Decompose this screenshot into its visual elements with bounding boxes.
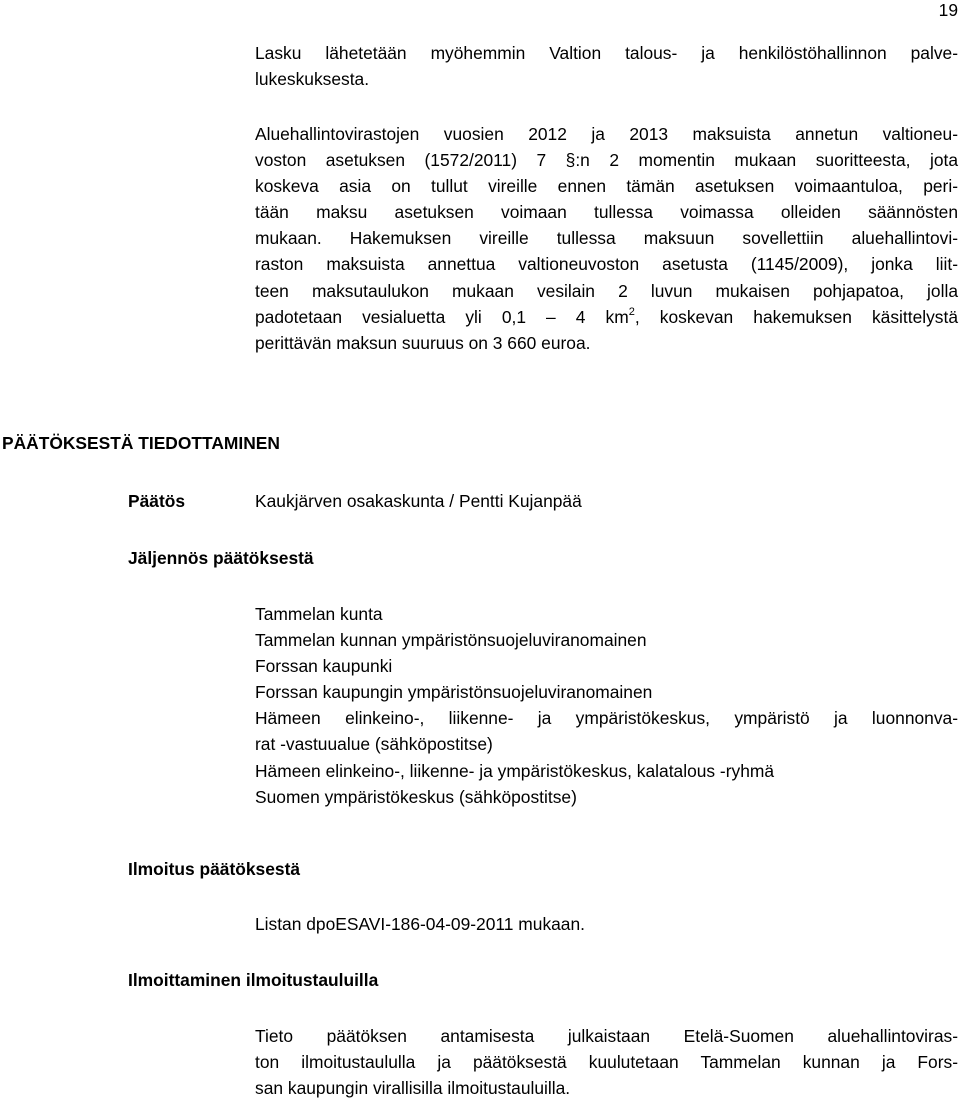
text-before-superscript: padotetaan vesialuetta yli 0,1 – 4 km	[255, 306, 629, 327]
paragraph-line: ton ilmoitustaululla ja päätöksestä kuulutetaan Tammelan kunnan ja Fors-	[255, 1052, 958, 1073]
paragraph-fees	[255, 121, 958, 356]
recipient-item: Tammelan kunta	[255, 604, 383, 624]
paragraph-line-with-superscript	[255, 304, 958, 330]
notice-text: Listan dpoESAVI-186-04-09-2011 mukaan.	[255, 914, 585, 934]
decision-value: Kaukjärven osakaskunta / Pentti Kujanpää	[255, 491, 582, 511]
recipient-item: Hämeen elinkeino-, liikenne- ja ympäristökeskus, kalatalous -ryhmä	[255, 760, 775, 781]
recipient-item: Suomen ympäristökeskus (sähköpostitse)	[255, 786, 577, 807]
paragraph-line: voston asetuksen (1572/2011) 7 §:n 2 momentin mukaan suoritteesta, jota	[255, 150, 958, 171]
paragraph-line: perittävän maksun suuruus on 3 660 euroa.	[255, 332, 591, 353]
copy-label: Jäljennös päätöksestä	[128, 548, 314, 568]
recipient-item: Tammelan kunnan ympäristönsuojeluviranomainen	[255, 630, 647, 651]
paragraph-line: mukaan. Hakemuksen vireille tullessa maksuun sovellettiin aluehallintovi-	[255, 228, 958, 249]
recipient-item: Forssan kaupungin ympäristönsuojeluviranomainen	[255, 682, 653, 703]
paragraph-line: Tieto päätöksen antamisesta julkaistaan Etelä-Suomen aluehallintoviras-	[255, 1026, 958, 1046]
board-label: Ilmoittaminen ilmoitustauluilla	[128, 970, 379, 990]
page-number: 19	[938, 0, 958, 20]
notice-label: Ilmoitus päätöksestä	[128, 859, 301, 879]
recipient-item: Forssan kaupunki	[255, 656, 393, 677]
decision-label: Päätös	[128, 491, 186, 511]
recipient-item: Hämeen elinkeino-, liikenne- ja ympäristökeskus, ympäristö ja luonnonva-	[255, 708, 958, 729]
paragraph-invoice	[255, 40, 958, 92]
paragraph-line: tään maksu asetuksen voimaan tullessa voimassa olleiden säännösten	[255, 202, 958, 223]
paragraph-line: san kaupungin virallisilla ilmoitustauluilla.	[255, 1078, 571, 1099]
paragraph-line: Lasku lähetetään myöhemmin Valtion talous- ja henkilöstöhallinnon palve-	[255, 43, 958, 63]
paragraph-line: Aluehallintovirastojen vuosien 2012 ja 2013 maksuista annetun valtioneu-	[255, 124, 958, 144]
paragraph-line: teen maksutaulukon mukaan vesilain 2 luvun mukaisen pohjapatoa, jolla	[255, 280, 958, 301]
section-heading: PÄÄTÖKSESTÄ TIEDOTTAMINEN	[2, 433, 280, 453]
copy-recipients	[255, 601, 958, 810]
board-paragraph	[255, 1023, 958, 1101]
text-after-superscript: , koskevan hakemuksen käsittelystä	[634, 306, 958, 327]
superscript: 2	[628, 305, 635, 318]
paragraph-line: lukeskuksesta.	[255, 69, 370, 90]
recipient-item: rat -vastuualue (sähköpostitse)	[255, 734, 493, 755]
paragraph-line: raston maksuista annettua valtioneuvoston asetusta (1145/2009), jonka liit-	[255, 254, 958, 275]
paragraph-line: koskeva asia on tullut vireille ennen tämän asetuksen voimaantuloa, peri-	[255, 176, 958, 197]
